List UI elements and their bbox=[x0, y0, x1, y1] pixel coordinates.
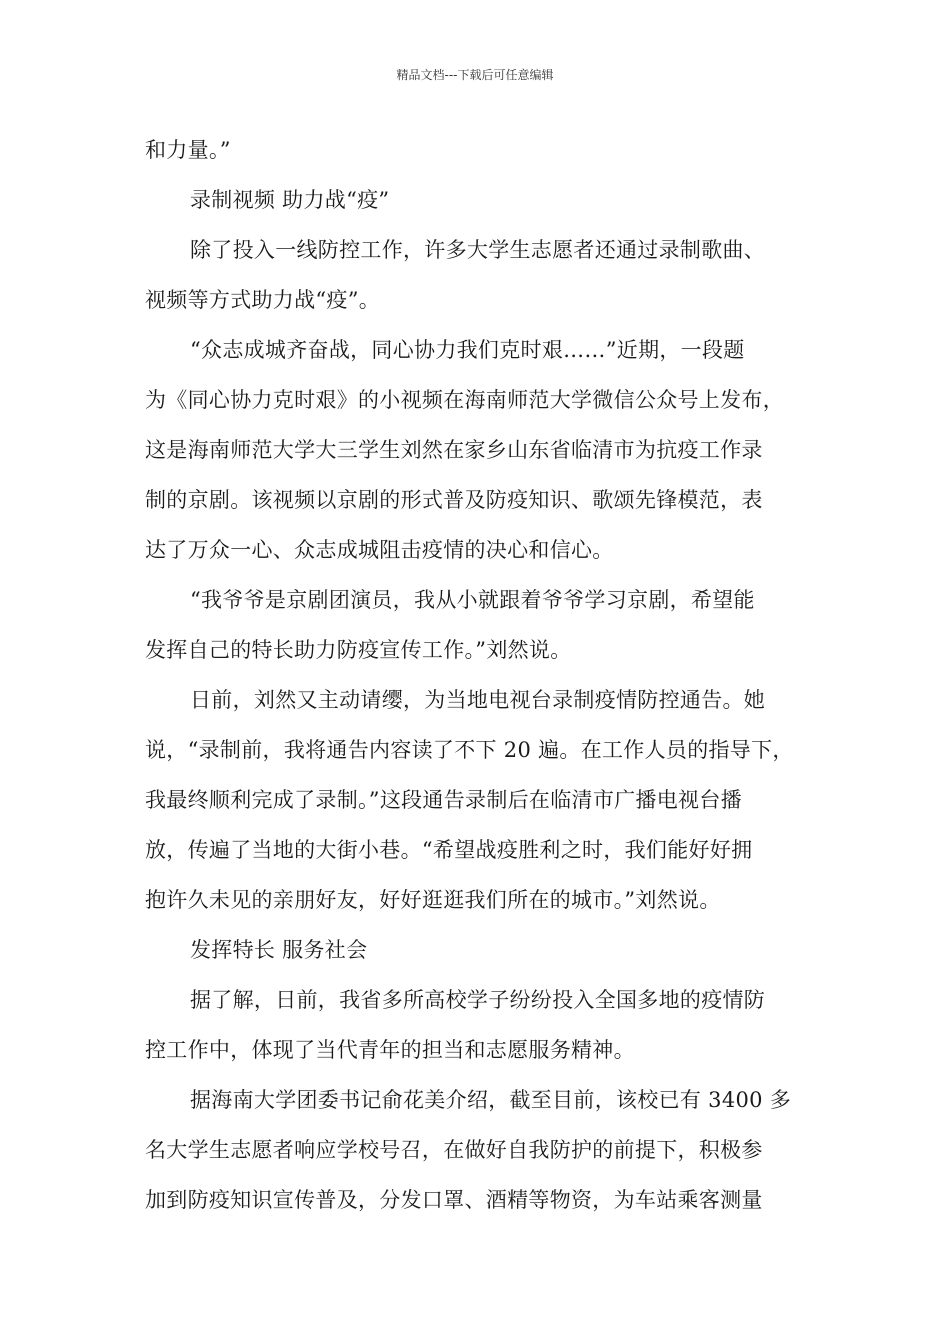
text-line: 名大学生志愿者响应学校号召，在做好自我防护的前提下，积极参 bbox=[145, 1138, 763, 1162]
section-heading: 录制视频 助力战“疫” bbox=[190, 188, 390, 212]
text-line: 达了万众一心、众志成城阻击疫情的决心和信心。 bbox=[145, 538, 614, 562]
text-line: 这是海南师范大学大三学生刘然在家乡山东省临清市为抗疫工作录 bbox=[145, 438, 763, 462]
text-line: “众志成城齐奋战，同心协力我们克时艰……”近期，一段题 bbox=[190, 338, 745, 362]
text-line: 日前，刘然又主动请缨，为当地电视台录制疫情防控通告。她 bbox=[190, 688, 766, 712]
text-line: 加到防疫知识宣传普及，分发口罩、酒精等物资，为车站乘客测量 bbox=[145, 1188, 763, 1212]
text-line: 抱许久未见的亲朋好友，好好逛逛我们所在的城市。”刘然说。 bbox=[145, 888, 721, 912]
text-line: 发挥自己的特长助力防疫宣传工作。”刘然说。 bbox=[145, 638, 572, 662]
text-line: 为《同心协力克时艰》的小视频在海南师范大学微信公众号上发布， bbox=[145, 388, 784, 412]
text-line: 我最终顺利完成了录制。”这段通告录制后在临清市广播电视台播 bbox=[145, 788, 742, 812]
text-line: 放，传遍了当地的大街小巷。“希望战疫胜利之时，我们能好好拥 bbox=[145, 838, 753, 862]
text-line: 控工作中，体现了当代青年的担当和志愿服务精神。 bbox=[145, 1038, 635, 1062]
text-line: 和力量。” bbox=[145, 138, 231, 162]
text-line: 说，“录制前，我将通告内容读了不下 20 遍。在工作人员的指导下， bbox=[145, 738, 794, 762]
section-heading: 发挥特长 服务社会 bbox=[190, 938, 368, 962]
text-line: 据了解，日前，我省多所高校学子纷纷投入全国多地的疫情防 bbox=[190, 988, 766, 1012]
text-line: 据海南大学团委书记俞花美介绍，截至目前，该校已有 3400 多 bbox=[190, 1088, 792, 1112]
text-line: “我爷爷是京剧团演员，我从小就跟着爷爷学习京剧，希望能 bbox=[190, 588, 755, 612]
page-header: 精品文档---下载后可任意编辑 bbox=[396, 68, 554, 82]
text-line: 制的京剧。该视频以京剧的形式普及防疫知识、歌颂先锋模范，表 bbox=[145, 488, 763, 512]
text-line: 视频等方式助力战“疫”。 bbox=[145, 288, 381, 312]
text-line: 除了投入一线防控工作，许多大学生志愿者还通过录制歌曲、 bbox=[190, 238, 766, 262]
